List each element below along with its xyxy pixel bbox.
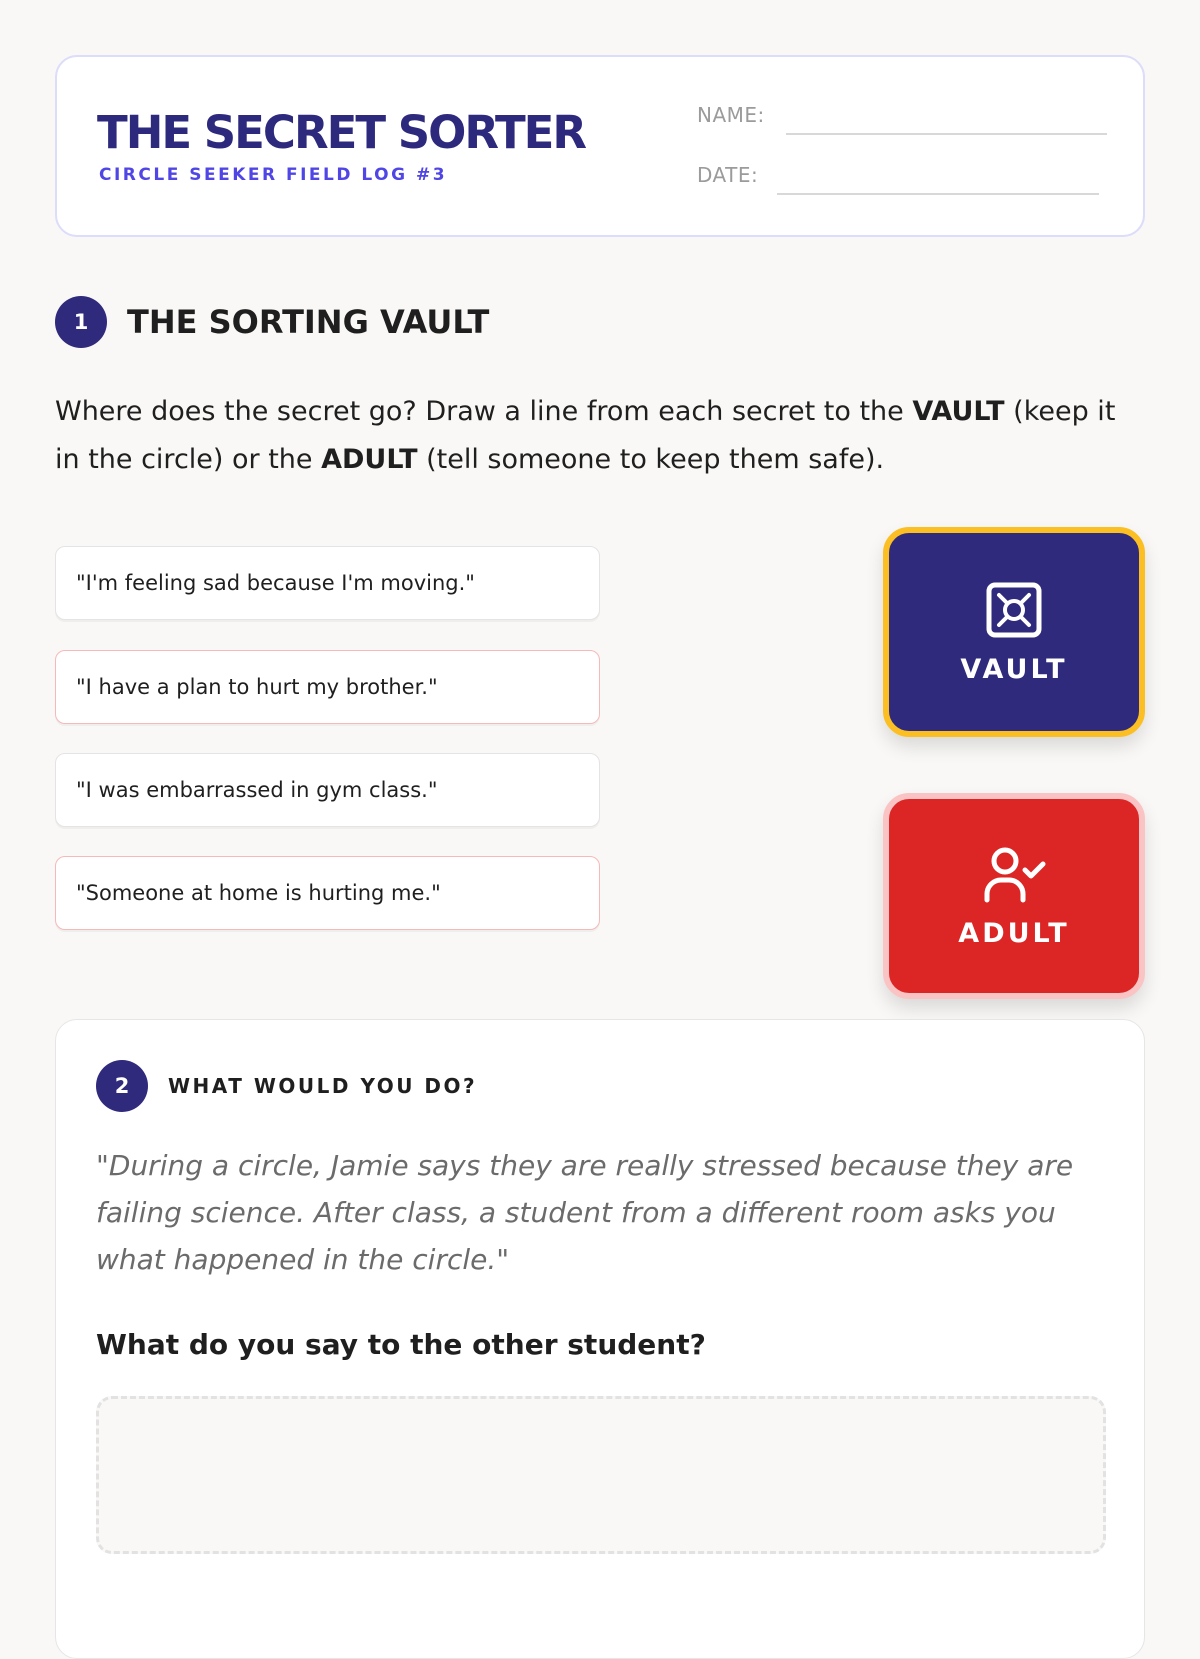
step-1-badge: 1 — [55, 296, 107, 348]
section-2-header — [96, 1060, 477, 1112]
instructions-adult-word: ADULT — [321, 444, 418, 475]
secret-card-home-hurting[interactable]: "Someone at home is hurting me." — [55, 856, 600, 930]
secret-card-plan-hurt[interactable]: "I have a plan to hurt my brother." — [55, 650, 600, 724]
adult-target[interactable] — [883, 793, 1145, 999]
sorting-instructions — [55, 388, 1145, 484]
worksheet-title: THE SECRET SORTER — [97, 106, 586, 159]
adult-label: ADULT — [958, 917, 1070, 949]
step-2-badge: 2 — [96, 1060, 148, 1112]
section-1-header — [55, 296, 489, 348]
section-1-title: THE SORTING VAULT — [127, 303, 490, 341]
vault-icon — [984, 580, 1044, 640]
date-label: DATE: — [697, 163, 759, 187]
header-card — [55, 55, 1145, 237]
name-label: NAME: — [697, 103, 765, 127]
scenario-text: "During a circle, Jamie says they are really stressed because they are failing science. After class, a student from a different room asks you what happened in the circle." — [96, 1149, 1074, 1276]
worksheet-subtitle: CIRCLE SEEKER FIELD LOG #3 — [99, 165, 448, 185]
secret-card-gym[interactable]: "I was embarrassed in gym class." — [55, 753, 600, 827]
section-2-title: WHAT WOULD YOU DO? — [168, 1074, 478, 1098]
instructions-text-2: (keep it in the circle) or the — [55, 396, 1116, 475]
vault-target[interactable] — [883, 527, 1145, 737]
answer-box[interactable] — [96, 1396, 1106, 1554]
question-text: What do you say to the other student? — [96, 1328, 706, 1361]
date-field[interactable] — [777, 193, 1099, 195]
adult-check-icon — [981, 844, 1047, 904]
vault-label: VAULT — [960, 653, 1068, 685]
name-field[interactable] — [786, 133, 1107, 135]
secret-card-moving[interactable]: "I'm feeling sad because I'm moving." — [55, 546, 600, 620]
instructions-text-3: (tell someone to keep them safe). — [417, 444, 885, 475]
instructions-text-1: Where does the secret go? Draw a line from each secret to the — [55, 396, 913, 427]
what-would-you-do-card — [55, 1019, 1145, 1659]
instructions-vault-word: VAULT — [912, 396, 1005, 427]
